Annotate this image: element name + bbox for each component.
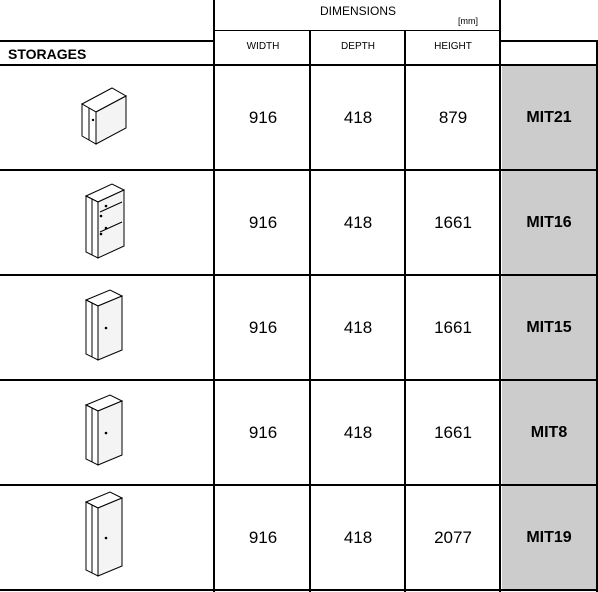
extra-tall-cabinet-icon — [82, 490, 128, 580]
glass-door-cabinet-icon — [82, 182, 128, 262]
tall-cabinet-icon — [82, 393, 128, 469]
width-column-header: WIDTH — [246, 41, 280, 52]
section-title: STORAGES — [8, 46, 87, 62]
grid-line — [499, 0, 501, 592]
product-code: MIT21 — [502, 66, 596, 169]
grid-line — [0, 40, 214, 42]
product-code: MIT8 — [502, 381, 596, 484]
grid-line — [500, 40, 598, 42]
height-value: 1661 — [434, 213, 472, 232]
depth-value: 418 — [343, 423, 373, 442]
width-value: 916 — [248, 213, 278, 232]
grid-line — [213, 0, 215, 592]
height-value: 879 — [438, 108, 468, 127]
grid-line — [0, 589, 598, 591]
product-code: MIT19 — [502, 486, 596, 589]
tall-cabinet-icon — [82, 288, 128, 364]
depth-value: 418 — [343, 528, 373, 547]
dimensions-header: DIMENSIONS — [319, 4, 396, 18]
width-value: 916 — [248, 318, 278, 337]
height-value: 1661 — [434, 423, 472, 442]
grid-line — [214, 30, 500, 31]
height-value: 1661 — [434, 318, 472, 337]
depth-value: 418 — [343, 213, 373, 232]
product-code: MIT16 — [502, 171, 596, 274]
width-value: 916 — [248, 108, 278, 127]
height-column-header: HEIGHT — [434, 41, 472, 52]
low-cabinet-icon — [78, 84, 130, 148]
product-code: MIT15 — [502, 276, 596, 379]
depth-value: 418 — [343, 108, 373, 127]
height-value: 2077 — [434, 528, 472, 547]
depth-value: 418 — [343, 318, 373, 337]
unit-label: [mm] — [458, 16, 478, 26]
width-value: 916 — [248, 528, 278, 547]
depth-column-header: DEPTH — [341, 41, 375, 52]
width-value: 916 — [248, 423, 278, 442]
